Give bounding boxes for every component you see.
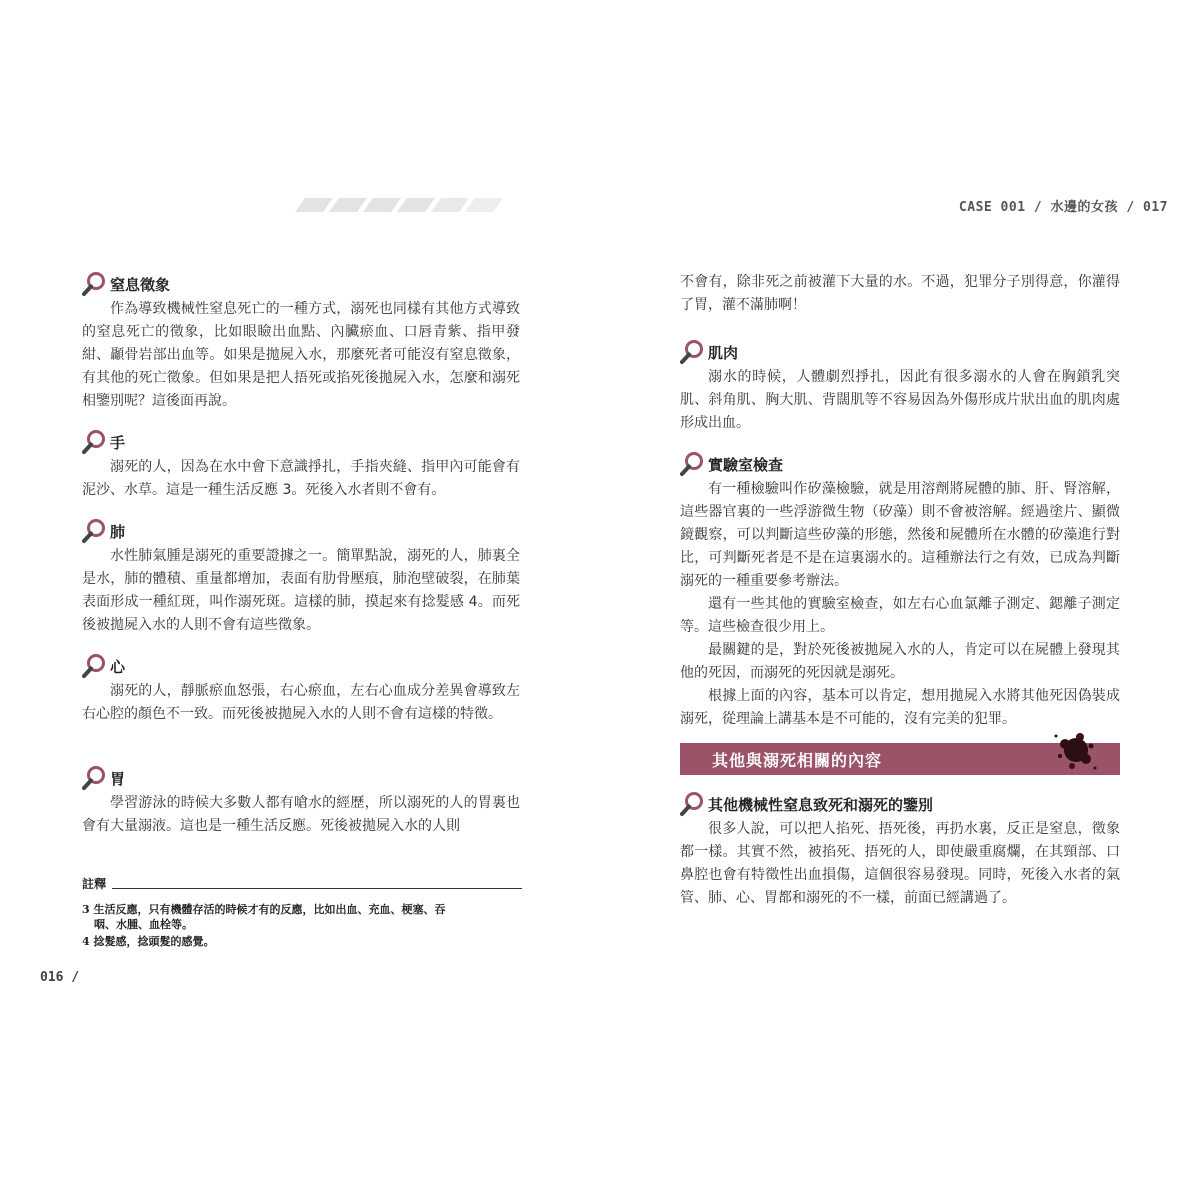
ink-splat-decoration — [1050, 726, 1100, 776]
paragraph: 最關鍵的是，對於死後被拋屍入水的人，肯定可以在屍體上發現其他的死因，而溺死的死因就是溺死。 — [680, 642, 1120, 681]
section-suffocation — [82, 270, 520, 413]
header-case: CASE 001 / — [958, 200, 1051, 215]
paragraph: 還有一些其他的實驗室檢查，如左右心血氯離子測定、鍶離子測定等。這些檢查很少用上。 — [680, 596, 1120, 635]
paragraph: 水性肺氣腫是溺死的重要證據之一。簡單點說，溺死的人，肺裏全是水，肺的體積、重量都增加，表面有肋骨壓痕，肺泡壁破裂，在肺葉表面形成一種紅斑，叫作溺死斑。這樣的肺，摸起來有捻髮感 4。而死後被拋屍入水的人則不會有這些徵象。 — [82, 548, 520, 633]
stomach-continuation — [680, 271, 1120, 317]
header-page: / 017 — [1118, 200, 1168, 215]
magnifier-icon — [82, 429, 106, 455]
paragraph: 溺水的時候，人體劇烈掙扎，因此有很多溺水的人會在胸鎖乳突肌、斜角肌、胸大肌、背闊肌等不容易因為外傷形成片狀出血的肌肉處形成出血。 — [680, 369, 1120, 431]
footnote-line: 咽、水腫、血栓等。 — [94, 918, 193, 931]
header-stripes-decoration — [300, 198, 498, 212]
section-lab-test — [680, 450, 1120, 731]
section-title: 肌肉 — [708, 343, 739, 362]
running-header — [300, 196, 1180, 216]
paragraph: 有一種檢驗叫作矽藻檢驗，就是用溶劑將屍體的肺、肝、腎溶解，這些器官裏的一些浮游微生物（矽藻）則不會被溶解。經過塗片、顯微鏡觀察，可以判斷這些矽藻的形態，然後和屍體所在水體的矽藻進行對比，可判斷死者是不是在這裏溺水的。這種辦法行之有效，已成為判斷溺死的一種重要參考辦法。 — [680, 481, 1120, 589]
header-title: 水邊的女孩 — [1050, 200, 1119, 215]
page-number-left: 016 / — [40, 970, 80, 985]
magnifier-icon — [82, 518, 106, 544]
magnifier-icon — [82, 765, 106, 791]
magnifier-icon — [82, 653, 106, 679]
magnifier-icon — [680, 791, 704, 817]
footnote-line: 3 生活反應，只有機體存活的時候才有的反應，比如出血、充血、梗塞、吞 — [82, 903, 446, 916]
section-title: 胃 — [110, 769, 126, 788]
section-title: 心 — [110, 657, 126, 676]
footnotes — [82, 875, 522, 949]
section-title: 肺 — [110, 522, 126, 541]
magnifier-icon — [680, 451, 704, 477]
section-heart — [82, 652, 520, 726]
section-hand — [82, 428, 520, 502]
paragraph: 學習游泳的時候大多數人都有嗆水的經歷，所以溺死的人的胃裏也會有大量溺液。這也是一種生活反應。死後被拋屍入水的人則 — [82, 795, 520, 834]
section-title: 其他機械性窒息致死和溺死的鑒別 — [708, 795, 934, 814]
paragraph: 作為導致機械性窒息死亡的一種方式，溺死也同樣有其他方式導致的窒息死亡的徵象，比如眼瞼出血點、內臟瘀血、口唇青紫、指甲發紺、顳骨岩部出血等。如果是拋屍入水，那麼死者可能沒有窒息徵象，有其他的死亡徵象。但如果是把人捂死或掐死後拋屍入水，怎麼和溺死相鑒別呢？這後面再說。 — [82, 301, 520, 409]
section-suffocation-vs-drowning — [680, 790, 1120, 910]
footnote-line: 4 捻髮感，捻頭髮的感覺。 — [82, 935, 215, 948]
paragraph: 溺死的人，靜脈瘀血怒張，右心瘀血，左右心血成分差異會導致左右心腔的顏色不一致。而死後被拋屍入水的人則不會有這樣的特徵。 — [82, 683, 520, 722]
section-title: 手 — [110, 433, 126, 452]
section-muscle — [680, 338, 1120, 435]
section-title: 實驗室檢查 — [708, 455, 784, 474]
paragraph: 很多人說，可以把人掐死、捂死後，再扔水裏，反正是窒息，徵象都一樣。其實不然，被掐死、捂死的人，即使嚴重腐爛，在其頸部、口鼻腔也會有特徵性出血損傷，這個很容易發現。同時，死後入水者的氣管、肺、心、胃都和溺死的不一樣，前面已經講過了。 — [680, 821, 1120, 906]
magnifier-icon — [680, 339, 704, 365]
paragraph: 根據上面的內容，基本可以肯定，想用拋屍入水將其他死因偽裝成溺死，從理論上講基本是不可能的，沒有完美的犯罪。 — [680, 688, 1120, 727]
footnotes-label: 註釋 — [82, 877, 107, 891]
section-stomach — [82, 764, 520, 838]
magnifier-icon — [82, 271, 106, 297]
section-title: 窒息徵象 — [110, 275, 171, 294]
paragraph: 不會有，除非死之前被灌下大量的水。不過，犯罪分子別得意，你灌得了胃，灌不滿肺啊！ — [680, 274, 1120, 313]
footnotes-rule — [112, 888, 522, 889]
banner-title: 其他與溺死相關的內容 — [712, 750, 883, 770]
header-case-title — [959, 196, 1168, 215]
section-lung — [82, 517, 520, 637]
paragraph: 溺死的人，因為在水中會下意識掙扎，手指夾縫、指甲內可能會有泥沙、水草。這是一種生活反應 3。死後入水者則不會有。 — [82, 459, 520, 498]
